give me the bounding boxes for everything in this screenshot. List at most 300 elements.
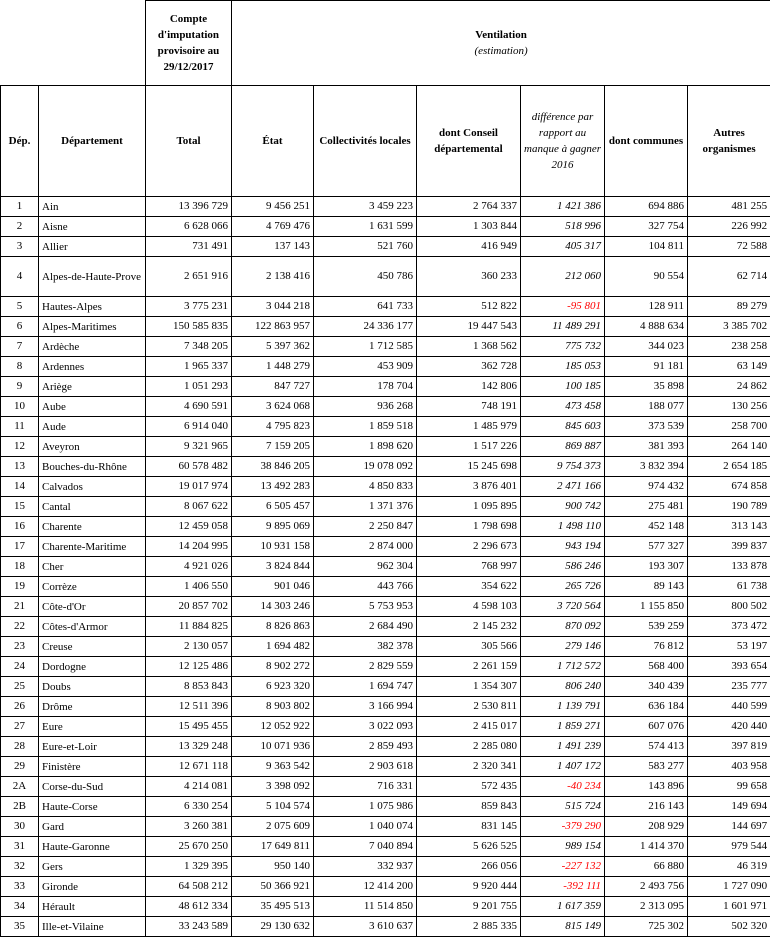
cell-difference: 806 240 <box>521 677 605 697</box>
cell-communes: 66 880 <box>605 857 688 877</box>
cell-conseil: 142 806 <box>417 377 521 397</box>
cell-collectivites: 12 414 200 <box>314 877 417 897</box>
cell-total: 11 884 825 <box>146 617 232 637</box>
cell-conseil: 2 145 232 <box>417 617 521 637</box>
cell-collectivites: 1 075 986 <box>314 797 417 817</box>
cell-conseil: 19 447 543 <box>417 317 521 337</box>
cell-departement: Ardèche <box>39 337 146 357</box>
cell-total: 4 690 591 <box>146 397 232 417</box>
cell-conseil: 354 622 <box>417 577 521 597</box>
cell-autres: 62 714 <box>688 257 770 297</box>
cell-autres: 397 819 <box>688 737 770 757</box>
cell-communes: 327 754 <box>605 217 688 237</box>
cell-autres: 226 992 <box>688 217 770 237</box>
cell-communes: 694 886 <box>605 197 688 217</box>
cell-autres: 61 738 <box>688 577 770 597</box>
cell-collectivites: 2 859 493 <box>314 737 417 757</box>
cell-departement: Alpes-de-Haute-Prove <box>39 257 146 297</box>
cell-difference: 3 720 564 <box>521 597 605 617</box>
table-row <box>1 197 770 217</box>
cell-collectivites: 3 459 223 <box>314 197 417 217</box>
col-difference: différence par rapport au manque à gagner 2016 <box>521 86 605 197</box>
table-row <box>1 837 770 857</box>
cell-dep: 34 <box>1 897 39 917</box>
cell-total: 64 508 212 <box>146 877 232 897</box>
cell-total: 9 321 965 <box>146 437 232 457</box>
cell-etat: 9 456 251 <box>232 197 314 217</box>
cell-collectivites: 962 304 <box>314 557 417 577</box>
cell-etat: 17 649 811 <box>232 837 314 857</box>
cell-total: 8 853 843 <box>146 677 232 697</box>
cell-departement: Eure-et-Loir <box>39 737 146 757</box>
cell-etat: 9 363 542 <box>232 757 314 777</box>
table-row <box>1 757 770 777</box>
cell-collectivites: 1 631 599 <box>314 217 417 237</box>
cell-etat: 13 492 283 <box>232 477 314 497</box>
cell-dep: 2 <box>1 217 39 237</box>
cell-etat: 3 044 218 <box>232 297 314 317</box>
table-row <box>1 257 770 297</box>
ventilation-title: Ventilation <box>235 27 767 43</box>
cell-dep: 26 <box>1 697 39 717</box>
cell-departement: Charente <box>39 517 146 537</box>
cell-autres: 393 654 <box>688 657 770 677</box>
cell-departement: Eure <box>39 717 146 737</box>
cell-etat: 7 159 205 <box>232 437 314 457</box>
cell-communes: 574 413 <box>605 737 688 757</box>
cell-communes: 1 414 370 <box>605 837 688 857</box>
cell-conseil: 2 320 341 <box>417 757 521 777</box>
cell-collectivites: 1 040 074 <box>314 817 417 837</box>
cell-dep: 5 <box>1 297 39 317</box>
cell-departement: Ariège <box>39 377 146 397</box>
cell-difference: -227 132 <box>521 857 605 877</box>
cell-difference: -392 111 <box>521 877 605 897</box>
cell-total: 7 348 205 <box>146 337 232 357</box>
cell-difference: 1 407 172 <box>521 757 605 777</box>
col-autres: Autres organismes <box>688 86 770 197</box>
cell-total: 12 125 486 <box>146 657 232 677</box>
cell-total: 25 670 250 <box>146 837 232 857</box>
cell-total: 3 775 231 <box>146 297 232 317</box>
cell-difference: 1 498 110 <box>521 517 605 537</box>
table-row <box>1 897 770 917</box>
cell-etat: 4 769 476 <box>232 217 314 237</box>
cell-departement: Corrèze <box>39 577 146 597</box>
table-row <box>1 657 770 677</box>
table-body <box>1 197 770 937</box>
cell-total: 15 495 455 <box>146 717 232 737</box>
cell-autres: 258 700 <box>688 417 770 437</box>
col-dep: Dép. <box>1 86 39 197</box>
table-row <box>1 357 770 377</box>
cell-autres: 800 502 <box>688 597 770 617</box>
cell-departement: Bouches-du-Rhône <box>39 457 146 477</box>
cell-difference: -379 290 <box>521 817 605 837</box>
cell-difference: 11 489 291 <box>521 317 605 337</box>
cell-difference: 515 724 <box>521 797 605 817</box>
col-etat: État <box>232 86 314 197</box>
cell-communes: 974 432 <box>605 477 688 497</box>
col-conseil: dont Conseil départemental <box>417 86 521 197</box>
table-row <box>1 617 770 637</box>
cell-communes: 1 155 850 <box>605 597 688 617</box>
cell-departement: Haute-Corse <box>39 797 146 817</box>
cell-departement: Côtes-d'Armor <box>39 617 146 637</box>
cell-conseil: 2 285 080 <box>417 737 521 757</box>
table-row <box>1 477 770 497</box>
table-row <box>1 457 770 477</box>
cell-conseil: 4 598 103 <box>417 597 521 617</box>
cell-departement: Hautes-Alpes <box>39 297 146 317</box>
cell-autres: 53 197 <box>688 637 770 657</box>
cell-total: 19 017 974 <box>146 477 232 497</box>
cell-difference: 845 603 <box>521 417 605 437</box>
estimation-note: (estimation) <box>235 43 767 59</box>
cell-etat: 8 826 863 <box>232 617 314 637</box>
cell-autres: 373 472 <box>688 617 770 637</box>
cell-dep: 35 <box>1 917 39 937</box>
cell-etat: 122 863 957 <box>232 317 314 337</box>
table-row <box>1 317 770 337</box>
cell-departement: Ain <box>39 197 146 217</box>
cell-collectivites: 1 712 585 <box>314 337 417 357</box>
cell-departement: Aveyron <box>39 437 146 457</box>
cell-dep: 23 <box>1 637 39 657</box>
cell-communes: 91 181 <box>605 357 688 377</box>
cell-communes: 583 277 <box>605 757 688 777</box>
cell-conseil: 512 822 <box>417 297 521 317</box>
cell-autres: 1 727 090 <box>688 877 770 897</box>
cell-difference: 1 617 359 <box>521 897 605 917</box>
cell-collectivites: 521 760 <box>314 237 417 257</box>
table-row <box>1 497 770 517</box>
cell-etat: 38 846 205 <box>232 457 314 477</box>
cell-total: 13 396 729 <box>146 197 232 217</box>
cell-etat: 950 140 <box>232 857 314 877</box>
cell-dep: 33 <box>1 877 39 897</box>
col-total: Total <box>146 86 232 197</box>
cell-conseil: 1 517 226 <box>417 437 521 457</box>
cell-departement: Drôme <box>39 697 146 717</box>
cell-dep: 2A <box>1 777 39 797</box>
cell-etat: 6 505 457 <box>232 497 314 517</box>
cell-conseil: 3 876 401 <box>417 477 521 497</box>
cell-conseil: 831 145 <box>417 817 521 837</box>
cell-total: 12 511 396 <box>146 697 232 717</box>
cell-communes: 90 554 <box>605 257 688 297</box>
cell-difference: 9 754 373 <box>521 457 605 477</box>
cell-autres: 89 279 <box>688 297 770 317</box>
cell-departement: Aube <box>39 397 146 417</box>
ventilation-header <box>232 1 770 86</box>
cell-departement: Ille-et-Vilaine <box>39 917 146 937</box>
cell-conseil: 9 920 444 <box>417 877 521 897</box>
table-row <box>1 797 770 817</box>
cell-collectivites: 443 766 <box>314 577 417 597</box>
cell-conseil: 859 843 <box>417 797 521 817</box>
cell-dep: 2B <box>1 797 39 817</box>
table-row <box>1 717 770 737</box>
cell-etat: 847 727 <box>232 377 314 397</box>
cell-difference: 775 732 <box>521 337 605 357</box>
cell-collectivites: 1 371 376 <box>314 497 417 517</box>
cell-difference: 212 060 <box>521 257 605 297</box>
cell-collectivites: 2 874 000 <box>314 537 417 557</box>
cell-dep: 4 <box>1 257 39 297</box>
cell-departement: Cantal <box>39 497 146 517</box>
cell-dep: 21 <box>1 597 39 617</box>
cell-conseil: 305 566 <box>417 637 521 657</box>
cell-total: 1 329 395 <box>146 857 232 877</box>
cell-communes: 568 400 <box>605 657 688 677</box>
table-row <box>1 237 770 257</box>
cell-departement: Gard <box>39 817 146 837</box>
cell-collectivites: 1 898 620 <box>314 437 417 457</box>
table-row <box>1 597 770 617</box>
cell-difference: -95 801 <box>521 297 605 317</box>
cell-etat: 10 931 158 <box>232 537 314 557</box>
cell-total: 6 330 254 <box>146 797 232 817</box>
cell-conseil: 1 368 562 <box>417 337 521 357</box>
cell-departement: Cher <box>39 557 146 577</box>
cell-autres: 420 440 <box>688 717 770 737</box>
cell-autres: 144 697 <box>688 817 770 837</box>
cell-departement: Finistère <box>39 757 146 777</box>
cell-etat: 8 903 802 <box>232 697 314 717</box>
cell-etat: 6 923 320 <box>232 677 314 697</box>
cell-difference: 1 712 572 <box>521 657 605 677</box>
cell-autres: 149 694 <box>688 797 770 817</box>
cell-etat: 29 130 632 <box>232 917 314 937</box>
table-row <box>1 637 770 657</box>
cell-communes: 607 076 <box>605 717 688 737</box>
cell-difference: 870 092 <box>521 617 605 637</box>
cell-communes: 76 812 <box>605 637 688 657</box>
cell-difference: -40 234 <box>521 777 605 797</box>
cell-conseil: 360 233 <box>417 257 521 297</box>
cell-conseil: 362 728 <box>417 357 521 377</box>
cell-collectivites: 178 704 <box>314 377 417 397</box>
cell-dep: 15 <box>1 497 39 517</box>
col-communes: dont communes <box>605 86 688 197</box>
cell-autres: 130 256 <box>688 397 770 417</box>
cell-communes: 452 148 <box>605 517 688 537</box>
cell-dep: 28 <box>1 737 39 757</box>
cell-total: 8 067 622 <box>146 497 232 517</box>
cell-communes: 2 313 095 <box>605 897 688 917</box>
cell-departement: Doubs <box>39 677 146 697</box>
cell-dep: 11 <box>1 417 39 437</box>
cell-dep: 1 <box>1 197 39 217</box>
col-collectivites: Collectivités locales <box>314 86 417 197</box>
cell-total: 2 130 057 <box>146 637 232 657</box>
cell-communes: 275 481 <box>605 497 688 517</box>
cell-etat: 12 052 922 <box>232 717 314 737</box>
cell-collectivites: 3 610 637 <box>314 917 417 937</box>
cell-dep: 16 <box>1 517 39 537</box>
cell-autres: 979 544 <box>688 837 770 857</box>
cell-autres: 502 320 <box>688 917 770 937</box>
cell-etat: 14 303 246 <box>232 597 314 617</box>
cell-autres: 133 878 <box>688 557 770 577</box>
cell-collectivites: 2 903 618 <box>314 757 417 777</box>
cell-autres: 403 958 <box>688 757 770 777</box>
cell-autres: 440 599 <box>688 697 770 717</box>
cell-etat: 901 046 <box>232 577 314 597</box>
cell-dep: 6 <box>1 317 39 337</box>
cell-communes: 373 539 <box>605 417 688 437</box>
cell-autres: 674 858 <box>688 477 770 497</box>
cell-difference: 900 742 <box>521 497 605 517</box>
cell-total: 12 459 058 <box>146 517 232 537</box>
cell-total: 13 329 248 <box>146 737 232 757</box>
cell-dep: 32 <box>1 857 39 877</box>
cell-etat: 1 448 279 <box>232 357 314 377</box>
cell-collectivites: 19 078 092 <box>314 457 417 477</box>
cell-autres: 235 777 <box>688 677 770 697</box>
cell-conseil: 768 997 <box>417 557 521 577</box>
cell-difference: 1 859 271 <box>521 717 605 737</box>
cell-difference: 1 139 791 <box>521 697 605 717</box>
cell-conseil: 2 296 673 <box>417 537 521 557</box>
col-departement: Département <box>39 86 146 197</box>
cell-difference: 2 471 166 <box>521 477 605 497</box>
cell-total: 1 051 293 <box>146 377 232 397</box>
cell-etat: 35 495 513 <box>232 897 314 917</box>
cell-autres: 24 862 <box>688 377 770 397</box>
cell-collectivites: 24 336 177 <box>314 317 417 337</box>
cell-communes: 381 393 <box>605 437 688 457</box>
cell-conseil: 416 949 <box>417 237 521 257</box>
cell-conseil: 572 435 <box>417 777 521 797</box>
cell-difference: 265 726 <box>521 577 605 597</box>
cell-collectivites: 11 514 850 <box>314 897 417 917</box>
cell-collectivites: 2 829 559 <box>314 657 417 677</box>
cell-etat: 137 143 <box>232 237 314 257</box>
cell-total: 3 260 381 <box>146 817 232 837</box>
cell-conseil: 1 095 895 <box>417 497 521 517</box>
cell-etat: 2 075 609 <box>232 817 314 837</box>
cell-communes: 539 259 <box>605 617 688 637</box>
cell-collectivites: 332 937 <box>314 857 417 877</box>
cell-communes: 104 811 <box>605 237 688 257</box>
cell-dep: 7 <box>1 337 39 357</box>
cell-collectivites: 641 733 <box>314 297 417 317</box>
cell-collectivites: 3 166 994 <box>314 697 417 717</box>
cell-conseil: 1 485 979 <box>417 417 521 437</box>
cell-difference: 1 491 239 <box>521 737 605 757</box>
cell-conseil: 2 764 337 <box>417 197 521 217</box>
table-row <box>1 377 770 397</box>
cell-communes: 216 143 <box>605 797 688 817</box>
cell-dep: 8 <box>1 357 39 377</box>
cell-departement: Charente-Maritime <box>39 537 146 557</box>
table-row <box>1 777 770 797</box>
cell-conseil: 748 191 <box>417 397 521 417</box>
cell-communes: 344 023 <box>605 337 688 357</box>
cell-total: 12 671 118 <box>146 757 232 777</box>
cell-departement: Côte-d'Or <box>39 597 146 617</box>
table-row <box>1 217 770 237</box>
table-row <box>1 537 770 557</box>
cell-collectivites: 3 022 093 <box>314 717 417 737</box>
cell-total: 731 491 <box>146 237 232 257</box>
cell-collectivites: 7 040 894 <box>314 837 417 857</box>
cell-departement: Dordogne <box>39 657 146 677</box>
cell-conseil: 15 245 698 <box>417 457 521 477</box>
cell-communes: 577 327 <box>605 537 688 557</box>
cell-autres: 3 385 702 <box>688 317 770 337</box>
cell-total: 150 585 835 <box>146 317 232 337</box>
cell-conseil: 2 415 017 <box>417 717 521 737</box>
cell-dep: 27 <box>1 717 39 737</box>
cell-etat: 4 795 823 <box>232 417 314 437</box>
cell-autres: 481 255 <box>688 197 770 217</box>
cell-etat: 50 366 921 <box>232 877 314 897</box>
cell-collectivites: 716 331 <box>314 777 417 797</box>
cell-collectivites: 936 268 <box>314 397 417 417</box>
table-row <box>1 697 770 717</box>
cell-etat: 5 397 362 <box>232 337 314 357</box>
cell-communes: 4 888 634 <box>605 317 688 337</box>
cell-dep: 24 <box>1 657 39 677</box>
table-row <box>1 337 770 357</box>
cell-etat: 5 104 574 <box>232 797 314 817</box>
cell-autres: 63 149 <box>688 357 770 377</box>
cell-difference: 1 421 386 <box>521 197 605 217</box>
cell-dep: 13 <box>1 457 39 477</box>
cell-departement: Haute-Garonne <box>39 837 146 857</box>
cell-difference: 518 996 <box>521 217 605 237</box>
cell-departement: Calvados <box>39 477 146 497</box>
cell-collectivites: 382 378 <box>314 637 417 657</box>
cell-conseil: 2 530 811 <box>417 697 521 717</box>
cell-collectivites: 2 684 490 <box>314 617 417 637</box>
cell-etat: 9 895 069 <box>232 517 314 537</box>
cell-communes: 2 493 756 <box>605 877 688 897</box>
cell-difference: 473 458 <box>521 397 605 417</box>
cell-total: 14 204 995 <box>146 537 232 557</box>
table-row <box>1 877 770 897</box>
table-row <box>1 437 770 457</box>
cell-etat: 2 138 416 <box>232 257 314 297</box>
cell-departement: Corse-du-Sud <box>39 777 146 797</box>
cell-collectivites: 1 694 747 <box>314 677 417 697</box>
cell-difference: 279 146 <box>521 637 605 657</box>
cell-communes: 340 439 <box>605 677 688 697</box>
table-row <box>1 817 770 837</box>
cell-departement: Creuse <box>39 637 146 657</box>
cell-conseil: 5 626 525 <box>417 837 521 857</box>
cell-etat: 3 624 068 <box>232 397 314 417</box>
table-row <box>1 737 770 757</box>
table-row <box>1 857 770 877</box>
table-row <box>1 397 770 417</box>
table-row <box>1 557 770 577</box>
cell-dep: 17 <box>1 537 39 557</box>
cell-collectivites: 1 859 518 <box>314 417 417 437</box>
cell-autres: 1 601 971 <box>688 897 770 917</box>
cell-departement: Hérault <box>39 897 146 917</box>
cell-communes: 35 898 <box>605 377 688 397</box>
cell-total: 1 965 337 <box>146 357 232 377</box>
cell-autres: 46 319 <box>688 857 770 877</box>
cell-communes: 208 929 <box>605 817 688 837</box>
cell-communes: 725 302 <box>605 917 688 937</box>
cell-difference: 586 246 <box>521 557 605 577</box>
cell-dep: 12 <box>1 437 39 457</box>
